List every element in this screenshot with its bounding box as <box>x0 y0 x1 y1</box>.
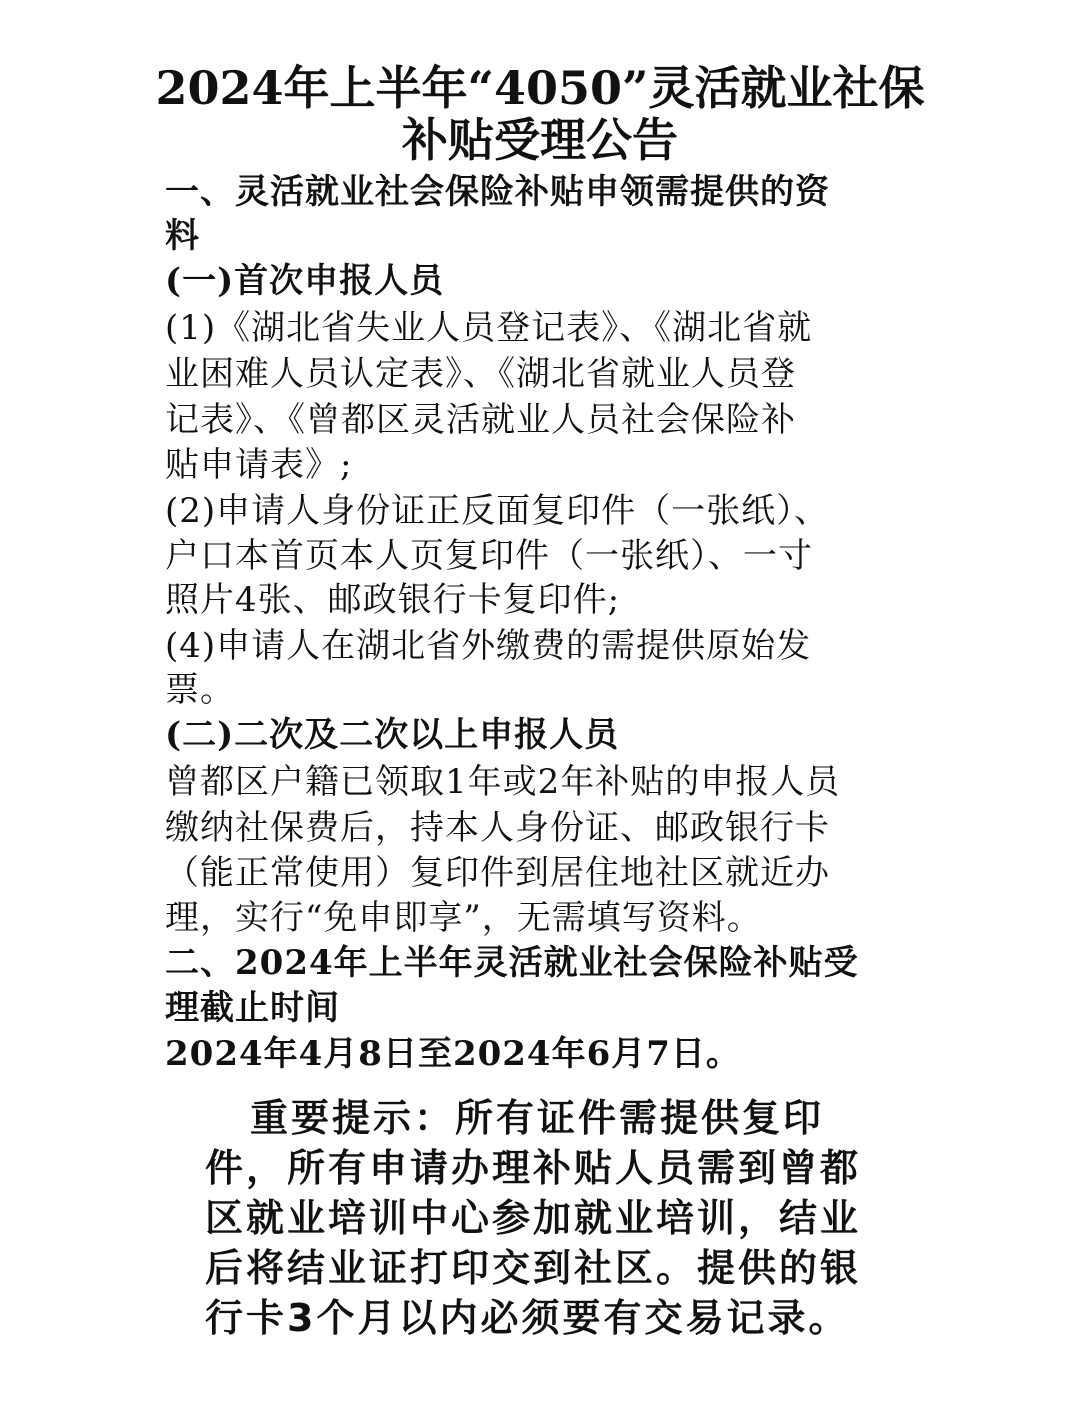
section2-heading: 二、2024年上半年灵活就业社会保险补贴受 <box>165 943 859 983</box>
important-notice-line: 区就业培训中心参加就业培训，结业 <box>205 1196 862 1240</box>
subsection2-heading: (二)二次及二次以上申报人员 <box>165 715 620 755</box>
subsection1-heading: (一)首次申报人员 <box>165 261 445 301</box>
important-notice-line: 后将结业证打印交到社区。提供的银 <box>205 1246 862 1290</box>
important-notice-line: 行卡3个月以内必须要有交易记录。 <box>205 1296 850 1340</box>
subsection1-line: (1)《湖北省失业人员登记表》、《湖北省就 <box>165 308 813 348</box>
subsection1-line: 业困难人员认定表》、《湖北省就业人员登 <box>165 354 796 394</box>
subsection2-line: 曾都区户籍已领取1年或2年补贴的申报人员 <box>165 762 841 802</box>
important-notice-line: 件，所有申请办理补贴人员需到曾都 <box>205 1146 862 1190</box>
subsection2-line: 缴纳社保费后，持本人身份证、邮政银行卡 <box>165 808 830 848</box>
subsection1-line: (4)申请人在湖北省外缴费的需提供原始发 <box>165 626 812 666</box>
subsection1-line: (2)申请人身份证正反面复印件（一张纸）、 <box>165 491 830 531</box>
document-title-line2: 补贴受理公告 <box>402 113 678 167</box>
subsection1-line: 户口本首页本人页复印件（一张纸）、一寸 <box>165 536 813 576</box>
subsection1-line: 照片4张、邮政银行卡复印件; <box>165 580 621 620</box>
section1-heading-cont: 料 <box>165 216 200 256</box>
subsection1-line: 记表》、《曾都区灵活就业人员社会保险补 <box>165 400 796 440</box>
subsection2-line: 理，实行“免申即享”，无需填写资料。 <box>165 898 762 938</box>
subsection1-line: 贴申请表》; <box>165 445 353 485</box>
document-title-line1: 2024年上半年“4050”灵活就业社保 <box>155 61 925 115</box>
subsection2-line: （能正常使用）复印件到居住地社区就近办 <box>165 853 830 893</box>
important-notice-line: 重要提示：所有证件需提供复印 <box>250 1096 825 1140</box>
deadline-date: 2024年4月8日至2024年6月7日。 <box>165 1034 741 1074</box>
section1-heading: 一、灵活就业社会保险补贴申领需提供的资 <box>165 172 830 212</box>
subsection1-line: 票。 <box>165 670 235 710</box>
section2-heading-cont: 理截止时间 <box>165 988 340 1028</box>
